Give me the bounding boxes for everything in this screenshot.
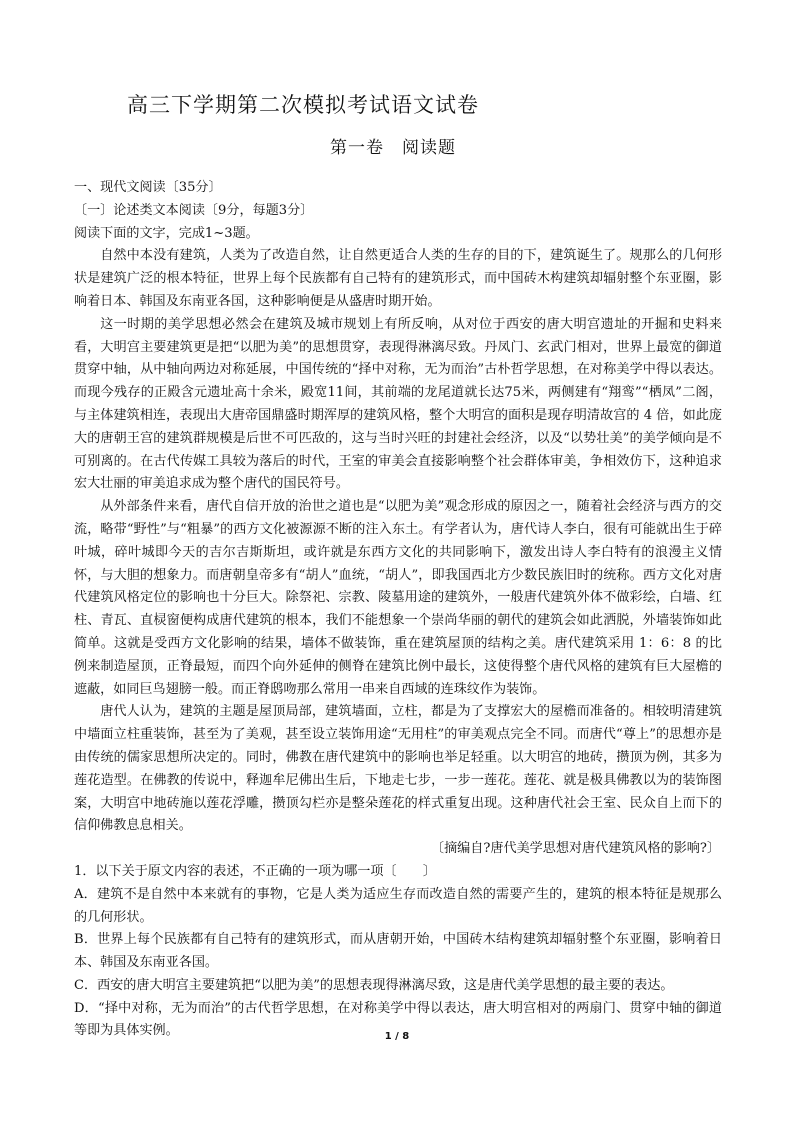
question-1-option-c: C．西安的唐大明宫主要建筑把“以肥为美”的思想表现得淋漓尽致，这是唐代美学思想的最主要的表达。 [74,977,674,993]
reading-instruction: 阅读下面的文字，完成1~3题。 [74,225,259,241]
page-title: 高三下学期第二次模拟考试语文试卷 [127,93,479,117]
question-1-stem: 1．以下关于原文内容的表述，不正确的一项为哪一项〔 〕 [74,863,436,879]
sub-section-heading: 〔一〕论述类文本阅读〔9分，每题3分〕 [74,202,314,218]
page-number: 1 / 8 [384,1031,410,1042]
question-1-option-d: D．“择中对称，无为而治”的古代哲学思想，在对称美学中得以表达，唐大明宫相对的两扇门、贯穿中轴的御道等即为具体实例。 [74,1000,722,1039]
question-1-option-a: A．建筑不是自然中本来就有的事物，它是人类为适应生存而改造自然的需要产生的，建筑的根本特征是规那么的几何形状。 [74,886,722,925]
question-1-option-b: B．世界上每个民族都有自己特有的建筑形式，而从唐朝开始，中国砖木结构建筑却辐射整个东亚圈，影响着日本、韩国及东南亚各国。 [74,932,722,971]
section-heading: 一、现代文阅读〔35分〕 [74,180,222,195]
volume-title: 第一卷 阅读题 [330,138,456,158]
page-body [74,177,722,1043]
passage-paragraph: 自然中本没有建筑，人类为了改造自然，让自然更适合人类的生存的目的下，建筑诞生了。规那么的几何形状是建筑广泛的根本特征，世界上每个民族都有自己特有的建筑形式，而中国砖木构建筑却辐射整个东亚圈，影响着日本、韩国及东南亚各国，这种影响便是从盛唐时期开始。 [74,248,722,309]
passage-paragraph: 从外部条件来看，唐代自信开放的治世之道也是“以肥为美”观念形成的原因之一，随着社会经济与西方的交流，略带“野性”与“粗暴”的西方文化被源源不断的注入东土。有学者认为，唐代诗人李白，很有可能就出生于碎叶城，碎叶城即今天的吉尔吉斯斯坦，或许就是东西方文化的共同影响下，激发出诗人李白特有的浪漫主义情怀，与大胆的想象力。而唐朝皇帝多有“胡人”血统，“胡人”，即我国西北方少数民族旧时的统称。西方文化对唐代建筑风格定位的影响也十分巨大。除祭祀、宗教、陵墓用途的建筑外，一般唐代建筑外体不做彩绘，白墙、红柱、青瓦、直棂窗便构成唐代建筑的根本，我们不能想象一个崇尚华丽的朝代的建筑会如此洒脱，外墙装饰如此简单。这就是受西方文化影响的结果，墙体不做装饰，重在建筑屋顶的结构之美。唐代建筑采用 1：6：8 的比例来制造屋顶，正脊最短，而四个向外延伸的侧脊在建筑比例中最长，这使得整个唐代风格的建筑有巨大屋檐的遮蔽，如同巨鸟翅膀一般。而正脊鸱吻那么常用一串来自西域的连珠纹作为装饰。 [74,499,722,697]
passage-paragraph: 这一时期的美学思想必然会在建筑及城市规划上有所反响，从对位于西安的唐大明宫遗址的开掘和史料来看，大明宫主要建筑更是把“以肥为美”的思想贯穿，表现得淋漓尽致。丹凤门、玄武门相对，世界上最宽的御道贯穿中轴，从中轴向两边对称延展，中国传统的“择中对称，无为而治”古朴哲学思想，在对称美学中得以表达。而现今残存的正殿含元遗址高十余米，殿宽11间，其前端的龙尾道就长达75米，两侧建有“翔鸾”“栖凤”二阁，与主体建筑相连，表现出大唐帝国鼎盛时期浑厚的建筑风格，整个大明宫的面积是现存明清故宫的 4 倍，如此庞大的唐朝王宫的建筑群规模是后世不可匹敌的，这与当时兴旺的封建社会经济，以及“以势壮美”的美学倾向是不可别离的。在古代传媒工具较为落后的时代，王室的审美会直接影响整个社会群体审美，争相效仿下，这种追求宏大壮丽的审美追求成为整个唐代的国民符号。 [74,316,722,492]
passage-source: 〔摘编自?唐代美学思想对唐代建筑风格的影响?〕 [430,841,720,857]
passage-paragraph: 唐代人认为，建筑的主题是屋顶局部，建筑墙面，立柱，都是为了支撑宏大的屋檐而准备的。相较明清建筑中墙面立柱重装饰，甚至为了美观，甚至设立装饰用途“无用柱”的审美观点完全不同。而唐代“尊上”的思想亦是由传统的儒家思想所决定的。同时，佛教在唐代建筑中的影响也举足轻重。以大明宫的地砖，攒顶为例，其多为莲花造型。在佛教的传说中，释迦牟尼佛出生后，下地走七步，一步一莲花。莲花、就是极具佛教以为的装饰图案，大明宫中地砖施以莲花浮雕，攒顶勾栏亦是整朵莲花的样式重复出现。这种唐代社会王室、民众自上而下的信仰佛教息息相关。 [74,704,722,834]
